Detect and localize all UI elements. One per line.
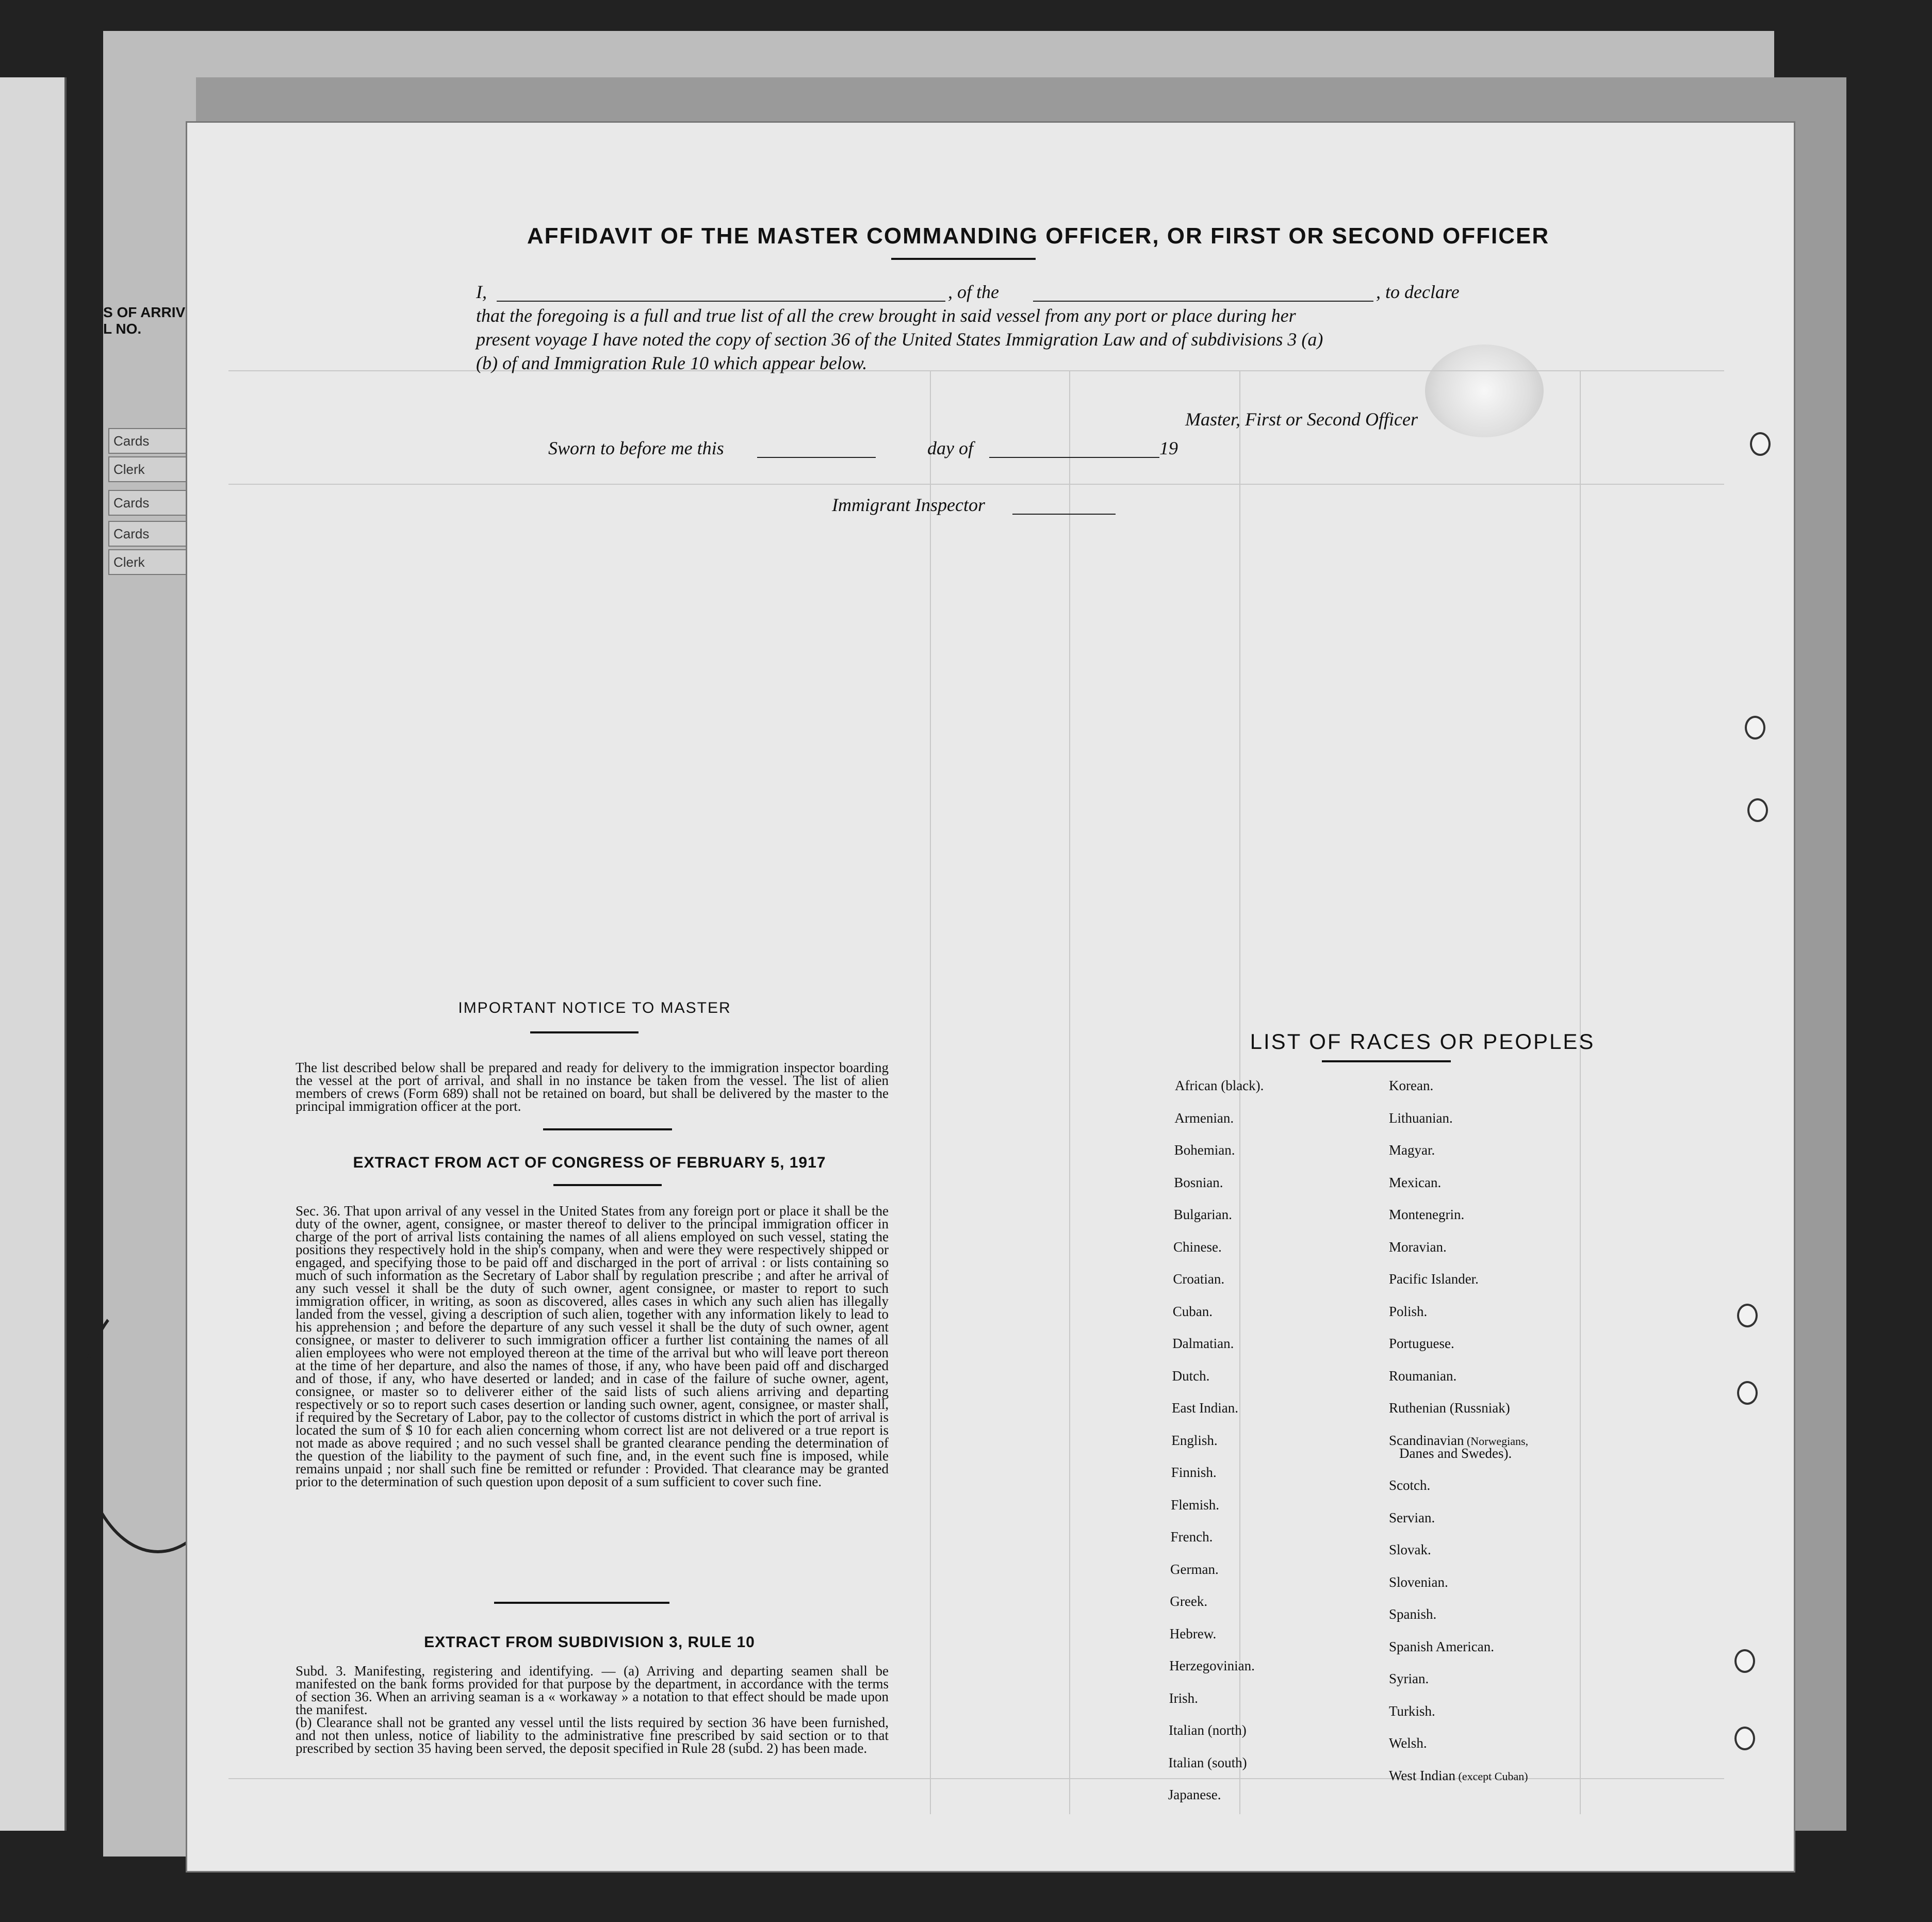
race-item: Ruthenian (Russniak) xyxy=(1389,1400,1510,1416)
rule-extract-text-a: Subd. 3. Manifesting, registering and identifying. — (a) Arriving and departing seamen shall be manifested on the bank forms provided for that purpose by the department, in accordance with the terms of section 36. When an arriving seaman is a « workaway » a notation to that effect should be made upon the manifest. xyxy=(296,1663,889,1717)
affidavit-page xyxy=(186,121,1795,1872)
race-item: German. xyxy=(1170,1561,1219,1577)
race-item: East Indian. xyxy=(1172,1400,1238,1416)
title-underline xyxy=(891,258,1036,260)
act-extract-title: EXTRACT FROM ACT OF CONGRESS OF FEBRUARY 5, 1917 xyxy=(353,1154,826,1171)
race-item: Magyar. xyxy=(1389,1142,1435,1158)
race-item: Korean. xyxy=(1389,1078,1434,1093)
inspector-label: Immigrant Inspector xyxy=(832,495,985,515)
race-item: Portuguese. xyxy=(1389,1336,1454,1351)
inspector-blank xyxy=(1012,514,1116,515)
binder-hole xyxy=(1737,1381,1758,1405)
race-item: Servian. xyxy=(1389,1509,1435,1525)
race-item: Flemish. xyxy=(1171,1497,1219,1513)
notice-title: IMPORTANT NOTICE TO MASTER xyxy=(458,999,731,1016)
race-item: Greek. xyxy=(1170,1594,1208,1609)
race-item: Danes and Swedes). xyxy=(1399,1445,1512,1461)
race-item: West Indian (except Cuban) xyxy=(1389,1767,1528,1783)
race-item: Lithuanian. xyxy=(1389,1110,1453,1126)
race-item: Welsh. xyxy=(1389,1735,1427,1751)
name-blank xyxy=(497,301,945,302)
race-item: Moravian. xyxy=(1389,1239,1447,1255)
day-blank xyxy=(757,457,876,458)
act-extract-text: Sec. 36. That upon arrival of any vessel in the United States from any foreign port or place it shall be the duty of the owner, agent, consignee, or master thereof to deliver to the principal immigration officer in charge of the port of arrival lists containing the names of all aliens employed on such vessel, stating the positions they respectively hold in the ship's company, when and were they were respectively shipped or engaged, and specifying those to be paid off and discharged in the port of arrival : or lists containing so much of such information as the Secretary of Labor shall by regulation prescribe ; and after he arrival of any such vessel it shall be the duty of such owner, agent consignee, or master to report to such immigration officer, in writing, as soon as discovered, alles cases in which any such alien has illegally landed from the vessel, giving a description of such alien, together with any information likely to lead to his apprehension ; and before the departure of any such vessel it shall be the duty of such owner, agent consignee, or master to deliverer to such immigration officer a further list containing the names of all alien employees who were not employed thereon at the time of the arrival but who will leave port thereon at the time of her departure, and also the names of those, if any, who have been paid off and discharged and of those, if any, who have deserted or landed; and in case of the failure of suche owner, agent, consignee, or master so to deliverer either of the said lists of such aliens arriving and departing respectively or so to report such cases desertion or landing such owner, agent, consignee, or master shall, if required by the Secretary of Labor, pay to the collector of customs district in which the port of arrival is located the sum of $ 10 for each alien concerning whom correct list are not delivered or a true report is not made as above required ; and no such vessel shall be granted clearance pending the determination of the question of the liability to the payment of such fine, and, in the event such fine is imposed, while remains unpaid ; nor shall such fine be remitted or refunder : Provided. That clearance may be granted prior to the determination of such question upon deposit of a sum sufficient to cover such fine. xyxy=(296,1203,889,1489)
race-note: (Norwegians, xyxy=(1464,1434,1529,1448)
race-item: Herzegovinian. xyxy=(1169,1658,1255,1673)
race-item: Italian (north) xyxy=(1169,1722,1247,1738)
race-item: Slovenian. xyxy=(1389,1574,1448,1590)
ghost-rule xyxy=(1069,370,1070,1814)
race-item: Dalmatian. xyxy=(1172,1336,1234,1351)
race-item: Cuban. xyxy=(1172,1303,1213,1319)
notice-divider xyxy=(543,1128,672,1130)
affidavit-title: AFFIDAVIT OF THE MASTER COMMANDING OFFICER, OR FIRST OR SECOND OFFICER xyxy=(527,223,1550,249)
arrival-stamp: S OF ARRIV L NO. xyxy=(103,304,186,337)
race-item: Armenian. xyxy=(1174,1110,1234,1126)
side-tab: Cards xyxy=(108,490,197,516)
month-blank xyxy=(989,457,1159,458)
ghost-rule xyxy=(228,484,1724,485)
vessel-blank xyxy=(1033,301,1373,302)
race-item: African (black). xyxy=(1175,1078,1264,1093)
race-item: Dutch. xyxy=(1172,1368,1210,1384)
side-tab: Clerk xyxy=(108,549,197,575)
race-item: Irish. xyxy=(1169,1690,1198,1706)
race-item: Scotch. xyxy=(1389,1477,1431,1493)
race-item: Montenegrin. xyxy=(1389,1207,1465,1222)
races-title: LIST OF RACES OR PEOPLES xyxy=(1250,1029,1595,1054)
race-item: Roumanian. xyxy=(1389,1368,1457,1384)
race-item: Syrian. xyxy=(1389,1671,1429,1686)
binder-hole xyxy=(1734,1649,1755,1673)
notice-text: The list described below shall be prepared and ready for delivery to the immigration inspector boarding the vessel at the port of arrival, and shall in no instance be taken from the vessel. The list of alien members of crews (Form 689) shall not be retained on board, but shall be delivered by the master to the principal immigration officer at the port. xyxy=(296,1060,889,1114)
affidavit-line-2: present voyage I have noted the copy of section 36 of the United States Immigration Law and of subdivisions 3 (a) xyxy=(476,329,1323,350)
races-underline xyxy=(1322,1060,1451,1062)
side-tab: Clerk xyxy=(108,456,197,482)
race-item: Chinese. xyxy=(1173,1239,1222,1255)
race-item: Mexican. xyxy=(1389,1174,1442,1190)
ghost-rule xyxy=(930,370,931,1814)
rule-extract-text-b: (b) Clearance shall not be granted any vessel until the lists required by section 36 have been furnished, and not then unless, notice of liability to the administrative fine prescribed by said section or to that prescribed by section 35 having been served, the deposit specified in Rule 28 (subd. 2) has been made. xyxy=(296,1715,889,1756)
binder-hole xyxy=(1747,798,1768,822)
race-item: Croatian. xyxy=(1173,1271,1225,1287)
race-item: Bulgarian. xyxy=(1173,1207,1232,1222)
race-item: Italian (south) xyxy=(1168,1754,1247,1770)
race-item: Japanese. xyxy=(1168,1787,1221,1802)
act-extract-divider xyxy=(494,1602,669,1604)
binder-hole xyxy=(1750,432,1771,456)
rule-extract-title: EXTRACT FROM SUBDIVISION 3, RULE 10 xyxy=(424,1634,755,1651)
signature-label: Master, First or Second Officer xyxy=(1185,409,1418,430)
day-of-label: day of xyxy=(927,438,973,458)
race-item: Finnish. xyxy=(1171,1465,1217,1480)
race-item: Spanish. xyxy=(1389,1606,1437,1622)
to-declare-label: , to declare xyxy=(1376,282,1460,302)
binder-hole xyxy=(1745,716,1765,740)
of-the-label: , of the xyxy=(948,282,999,302)
race-item: French. xyxy=(1170,1529,1213,1545)
race-item: Scandinavian (Norwegians, xyxy=(1389,1432,1529,1448)
race-item: Bohemian. xyxy=(1174,1142,1235,1158)
race-item: Hebrew. xyxy=(1169,1625,1217,1641)
side-tab: Cards xyxy=(108,428,197,454)
binder-hole xyxy=(1734,1727,1755,1750)
race-item: Bosnian. xyxy=(1174,1174,1223,1190)
act-extract-underline xyxy=(553,1184,662,1186)
ghost-rule xyxy=(1580,370,1581,1814)
side-tab: Cards xyxy=(108,521,197,547)
race-item: Turkish. xyxy=(1389,1703,1435,1719)
race-note: (except Cuban) xyxy=(1455,1769,1528,1783)
sworn-label: Sworn to before me this xyxy=(548,438,724,458)
notice-underline xyxy=(530,1031,638,1033)
race-item: Pacific Islander. xyxy=(1389,1271,1479,1287)
affidavit-line-3: (b) of and Immigration Rule 10 which appear below. xyxy=(476,353,867,373)
affidavit-line-1: that the foregoing is a full and true list of all the crew brought in said vessel from any port or place during her xyxy=(476,305,1296,326)
race-item: Spanish American. xyxy=(1389,1638,1494,1654)
adjacent-sheet xyxy=(0,77,67,1831)
race-item: English. xyxy=(1171,1432,1218,1448)
i-label: I, xyxy=(476,282,487,302)
year-prefix: 19 xyxy=(1159,438,1178,458)
race-item: Slovak. xyxy=(1389,1542,1431,1557)
race-item: Polish. xyxy=(1389,1303,1428,1319)
binder-hole xyxy=(1737,1304,1758,1327)
